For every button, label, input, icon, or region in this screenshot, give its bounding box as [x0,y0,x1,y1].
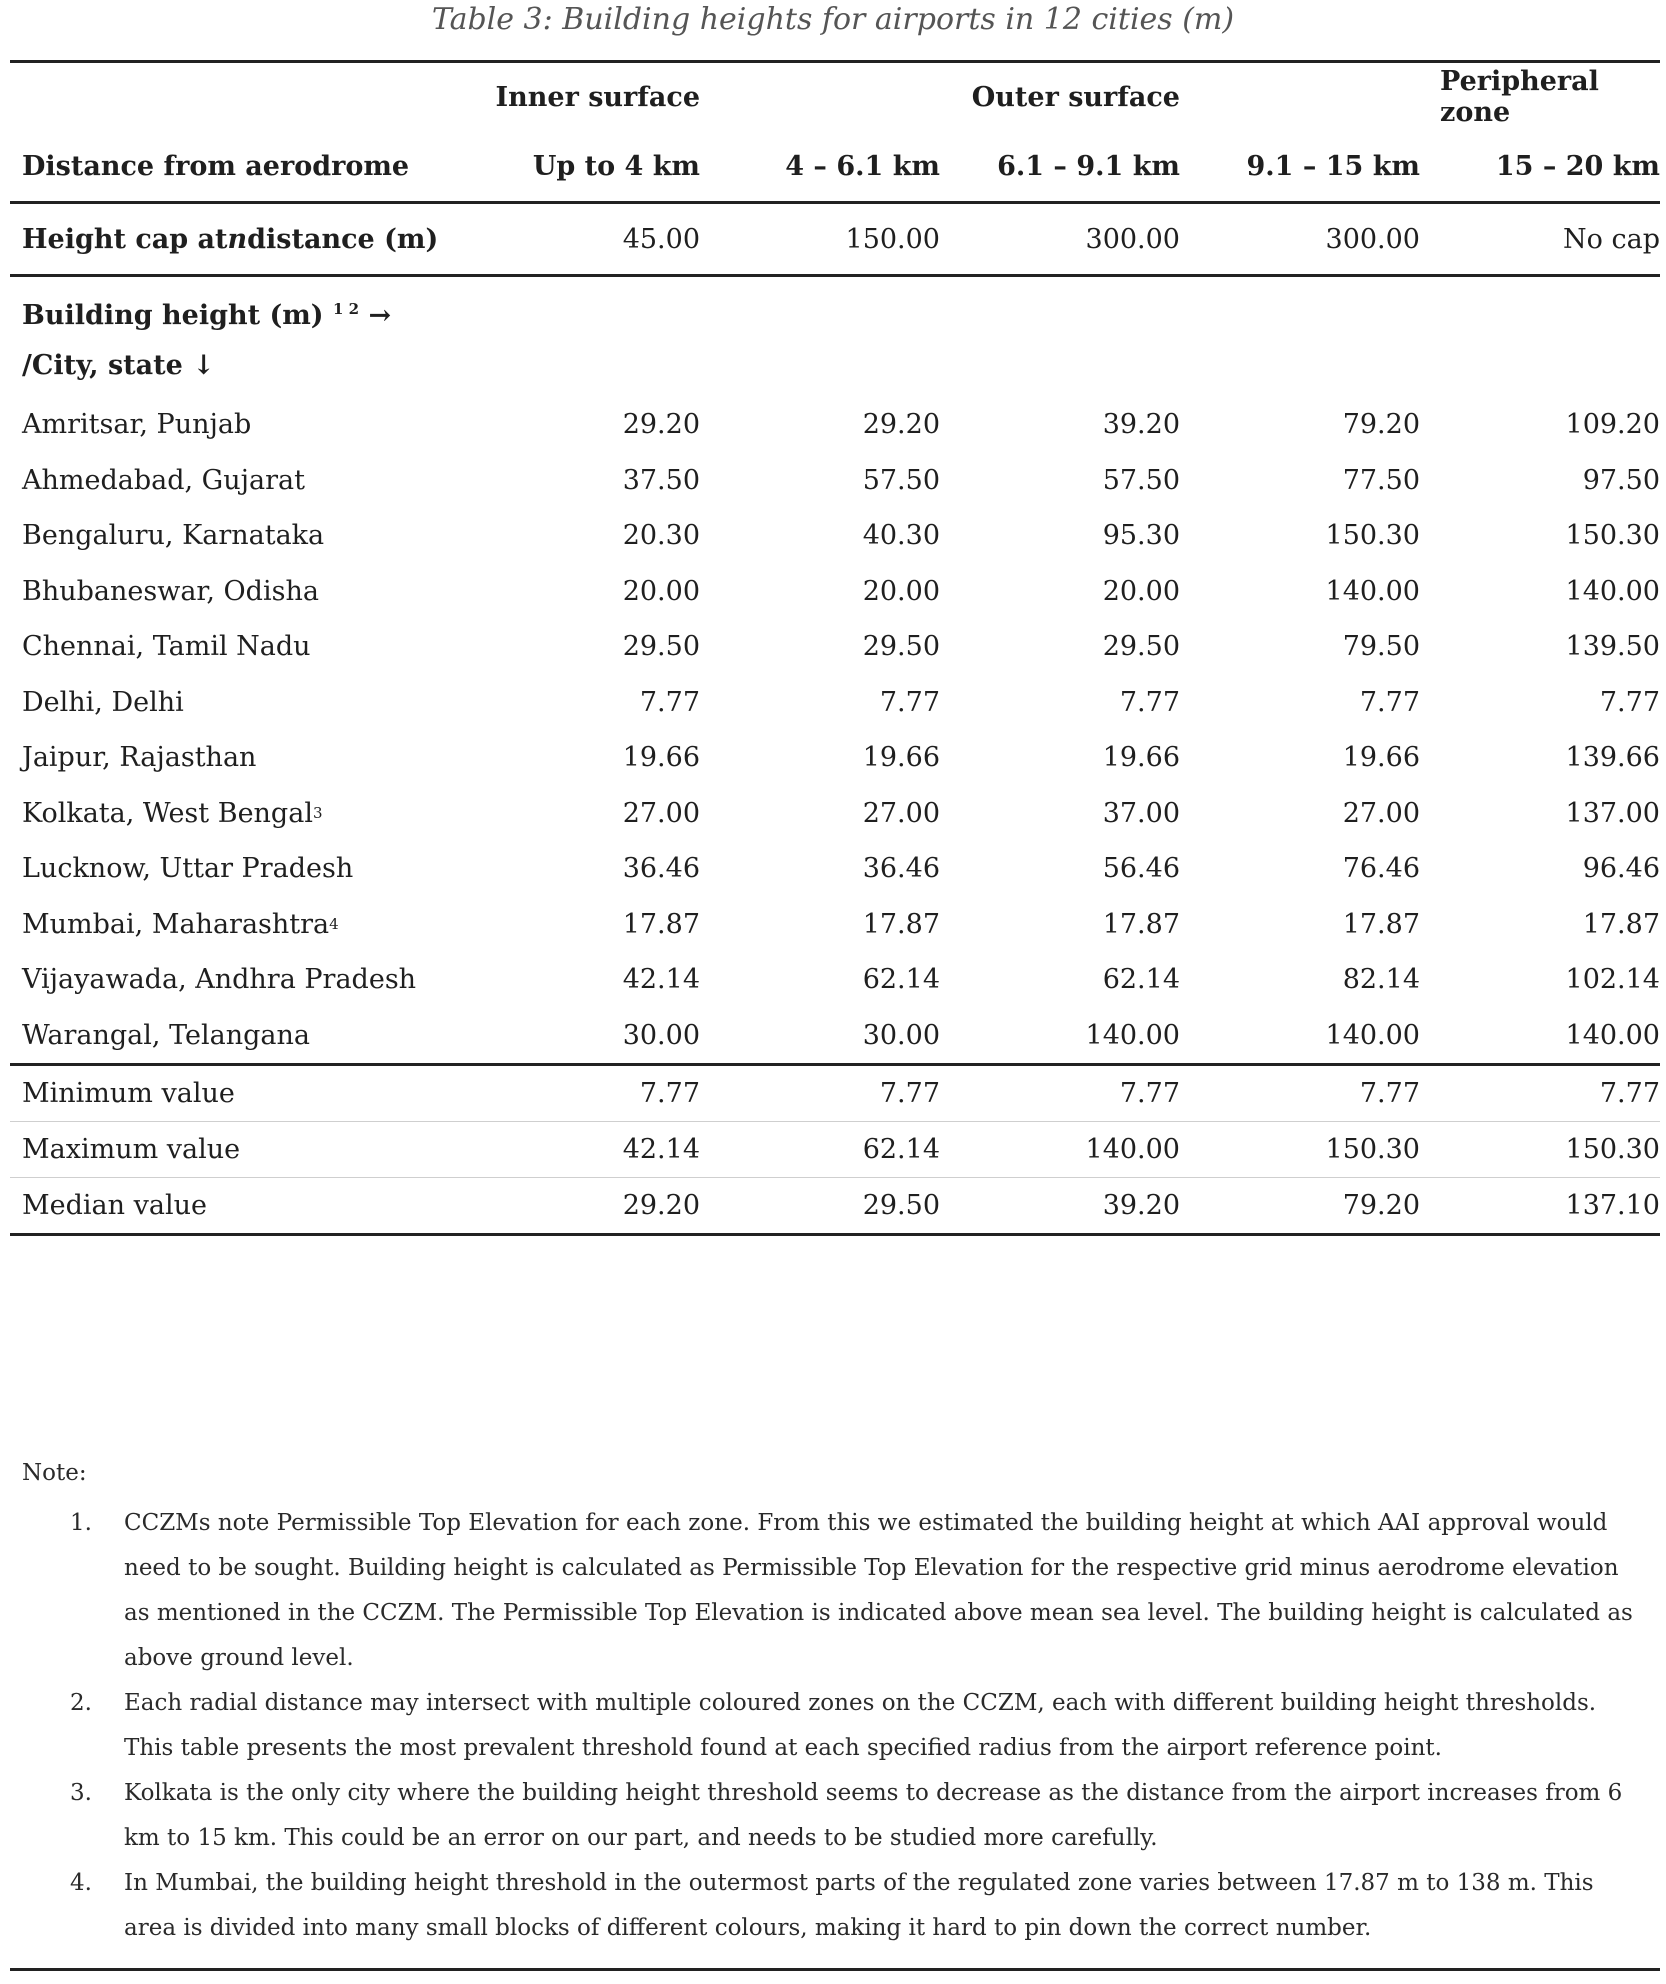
row-label: Chennai, Tamil Nadu [22,631,311,663]
row-label: Bengaluru, Karnataka [22,520,325,552]
row-label: Delhi, Delhi [22,686,184,718]
table-cell: 40.30 [862,520,940,552]
row-label: Vijayawada, Andhra Pradesh [22,964,417,996]
table-cell: 37.50 [622,464,700,496]
table-cell: 20.00 [622,575,700,607]
table-cell: 17.87 [1342,908,1420,940]
note-item [22,1501,1642,1681]
table-cell: 7.77 [879,686,940,718]
table-row [10,897,1660,953]
row-label: Ahmedabad, Gujarat [22,464,305,496]
table-cell: 42.14 [622,1134,700,1165]
column-header-d2: 4 – 6.1 km [785,150,940,182]
table-row [10,1122,1660,1178]
column-header-label: Distance from aerodrome [22,150,410,182]
table-row [10,675,1660,731]
table-cell: 7.77 [639,686,700,718]
table-cell: 45.00 [622,223,700,255]
table-cell: 62.14 [862,1134,940,1165]
table-cell: 29.50 [862,631,940,663]
table-cell: 62.14 [862,964,940,996]
note-item [22,1861,1642,1951]
table-cell: 140.00 [1085,1019,1180,1051]
building-heights-table [10,60,1660,1236]
table-row [10,453,1660,509]
table-cell: 29.50 [862,1190,940,1221]
table-cell: 39.20 [1102,409,1180,441]
table-cell: 19.66 [1342,742,1420,774]
table-cell: 150.30 [1325,520,1420,552]
building-height-header-row [10,277,1660,397]
table-cell: 79.20 [1342,409,1420,441]
table-cell: 29.20 [862,409,940,441]
building-height-label: Building height (m) $^{1 2}$ → /City, state ↓ [22,299,392,381]
table-cell: 27.00 [622,797,700,829]
table-row [10,841,1660,897]
table-cell: 97.50 [1582,464,1660,496]
table-caption: Table 3: Building heights for airports in 12 cities (m) [431,2,1235,37]
table-row [10,1066,1660,1122]
table-cell: 29.50 [1102,631,1180,663]
table-row [10,508,1660,564]
table-cell: 7.77 [1119,686,1180,718]
table-cell: 57.50 [862,464,940,496]
table-row [10,1178,1660,1236]
table-cell: 30.00 [622,1019,700,1051]
column-header-row [10,131,1660,204]
note-text: Each radial distance may intersect with multiple coloured zones on the CCZM, each with different building height thresholds. This table presents the most prevalent threshold found at each specified radius from the airport reference point. [124,1690,1597,1761]
table-cell: 139.50 [1565,631,1660,663]
table-cell: 96.46 [1582,853,1660,885]
group-header-row [10,60,1660,131]
note-number: 4. [70,1870,92,1896]
table-cell: 150.30 [1565,1134,1660,1165]
row-label: Median value [22,1190,207,1221]
height-cap-row [10,204,1660,277]
table-cell: 7.77 [1599,686,1660,718]
table-cell: No cap [1563,223,1660,255]
table-cell: 17.87 [1102,908,1180,940]
note-number: 2. [70,1690,92,1716]
table-cell: 140.00 [1325,1019,1420,1051]
table-cell: 57.50 [1102,464,1180,496]
summary-rows [10,1063,1660,1236]
table-cell: 139.66 [1565,742,1660,774]
table-cell: 79.20 [1342,1190,1420,1221]
row-label: Mumbai, Maharashtra 4 [22,908,339,940]
table-cell: 7.77 [1359,1078,1420,1109]
table-cell: 20.00 [862,575,940,607]
table-cell: 95.30 [1102,520,1180,552]
row-label: Bhubaneswar, Odisha [22,575,319,607]
table-cell: 17.87 [1582,908,1660,940]
table-row [10,786,1660,842]
notes-title: Note: [22,1460,87,1486]
table-cell: 37.00 [1102,797,1180,829]
bottom-rule [10,1968,1660,1971]
table-cell: 29.20 [622,1190,700,1221]
note-number: 1. [70,1510,92,1536]
table-cell: 300.00 [1325,223,1420,255]
table-cell: 79.50 [1342,631,1420,663]
table-cell: 17.87 [622,908,700,940]
table-cell: 150.30 [1565,520,1660,552]
group-peripheral-zone: Peripheral zone [1440,66,1599,128]
table-cell: 19.66 [622,742,700,774]
table-cell: 150.00 [845,223,940,255]
row-label: Minimum value [22,1078,235,1109]
note-item [22,1771,1642,1861]
table-cell: 109.20 [1565,409,1660,441]
group-outer-surface: Outer surface [971,81,1180,113]
note-text: Kolkata is the only city where the building height threshold seems to decrease as the distance from the airport increases from 6 km to 15 km. This could be an error on our part, and needs to be studied more carefully. [124,1780,1623,1851]
table-cell: 17.87 [862,908,940,940]
table-cell: 56.46 [1102,853,1180,885]
row-label: Lucknow, Uttar Pradesh [22,853,354,885]
table-cell: 20.30 [622,520,700,552]
table-cell: 82.14 [1342,964,1420,996]
column-header-d3: 6.1 – 9.1 km [997,150,1180,182]
row-label: Maximum value [22,1134,241,1165]
table-row [10,397,1660,453]
table-cell: 20.00 [1102,575,1180,607]
row-label: Jaipur, Rajasthan [22,742,257,774]
table-cell: 137.00 [1565,797,1660,829]
table-cell: 137.10 [1565,1190,1660,1221]
table-cell: 140.00 [1565,1019,1660,1051]
column-header-d5: 15 – 20 km [1495,150,1660,182]
row-label: Warangal, Telangana [22,1019,310,1051]
table-cell: 140.00 [1565,575,1660,607]
notes-section [22,1455,1642,1951]
table-row [10,730,1660,786]
table-cell: 36.46 [862,853,940,885]
table-row [10,1008,1660,1064]
table-cell: 150.30 [1325,1134,1420,1165]
table-cell: 19.66 [862,742,940,774]
table-cell: 27.00 [1342,797,1420,829]
table-cell: 27.00 [862,797,940,829]
note-number: 3. [70,1780,92,1806]
table-cell: 19.66 [1102,742,1180,774]
table-cell: 76.46 [1342,853,1420,885]
table-cell: 7.77 [1599,1078,1660,1109]
table-cell: 7.77 [879,1078,940,1109]
table-cell: 7.77 [1119,1078,1180,1109]
table-cell: 42.14 [622,964,700,996]
table-row [10,952,1660,1008]
table-cell: 140.00 [1085,1134,1180,1165]
group-inner-surface: Inner surface [495,81,700,113]
table-cell: 7.77 [639,1078,700,1109]
table-cell: 39.20 [1102,1190,1180,1221]
table-cell: 29.20 [622,409,700,441]
table-cell: 29.50 [622,631,700,663]
notes-list [22,1501,1642,1951]
table-cell: 36.46 [622,853,700,885]
table-cell: 30.00 [862,1019,940,1051]
table-cell: 77.50 [1342,464,1420,496]
row-label: Kolkata, West Bengal 3 [22,797,323,829]
note-text: In Mumbai, the building height threshold in the outermost parts of the regulated zone varies between 17.87 m to 138 m. This area is divided into many small blocks of different colours, making it hard to pin down the correct number. [124,1870,1594,1941]
table-row [10,619,1660,675]
table-cell: 102.14 [1565,964,1660,996]
column-header-d1: Up to 4 km [532,150,700,182]
table-cell: 140.00 [1325,575,1420,607]
table-row [10,564,1660,620]
height-cap-label: Height cap at n distance (m) [22,223,439,255]
table-cell: 300.00 [1085,223,1180,255]
column-header-d4: 9.1 – 15 km [1246,150,1420,182]
row-label: Amritsar, Punjab [22,409,252,441]
note-text: CCZMs note Permissible Top Elevation for each zone. From this we estimated the building height at which AAI approval would need to be sought. Building height is calculated as Permissible Top Elevation for the respective grid minus aerodrome elevation as mentioned in the CCZM. The Permissible Top Elevation is indicated above mean sea level. The building height is calculated as above ground level. [124,1510,1633,1671]
table-cell: 7.77 [1359,686,1420,718]
city-rows [10,397,1660,1063]
table-cell: 62.14 [1102,964,1180,996]
note-item [22,1681,1642,1771]
